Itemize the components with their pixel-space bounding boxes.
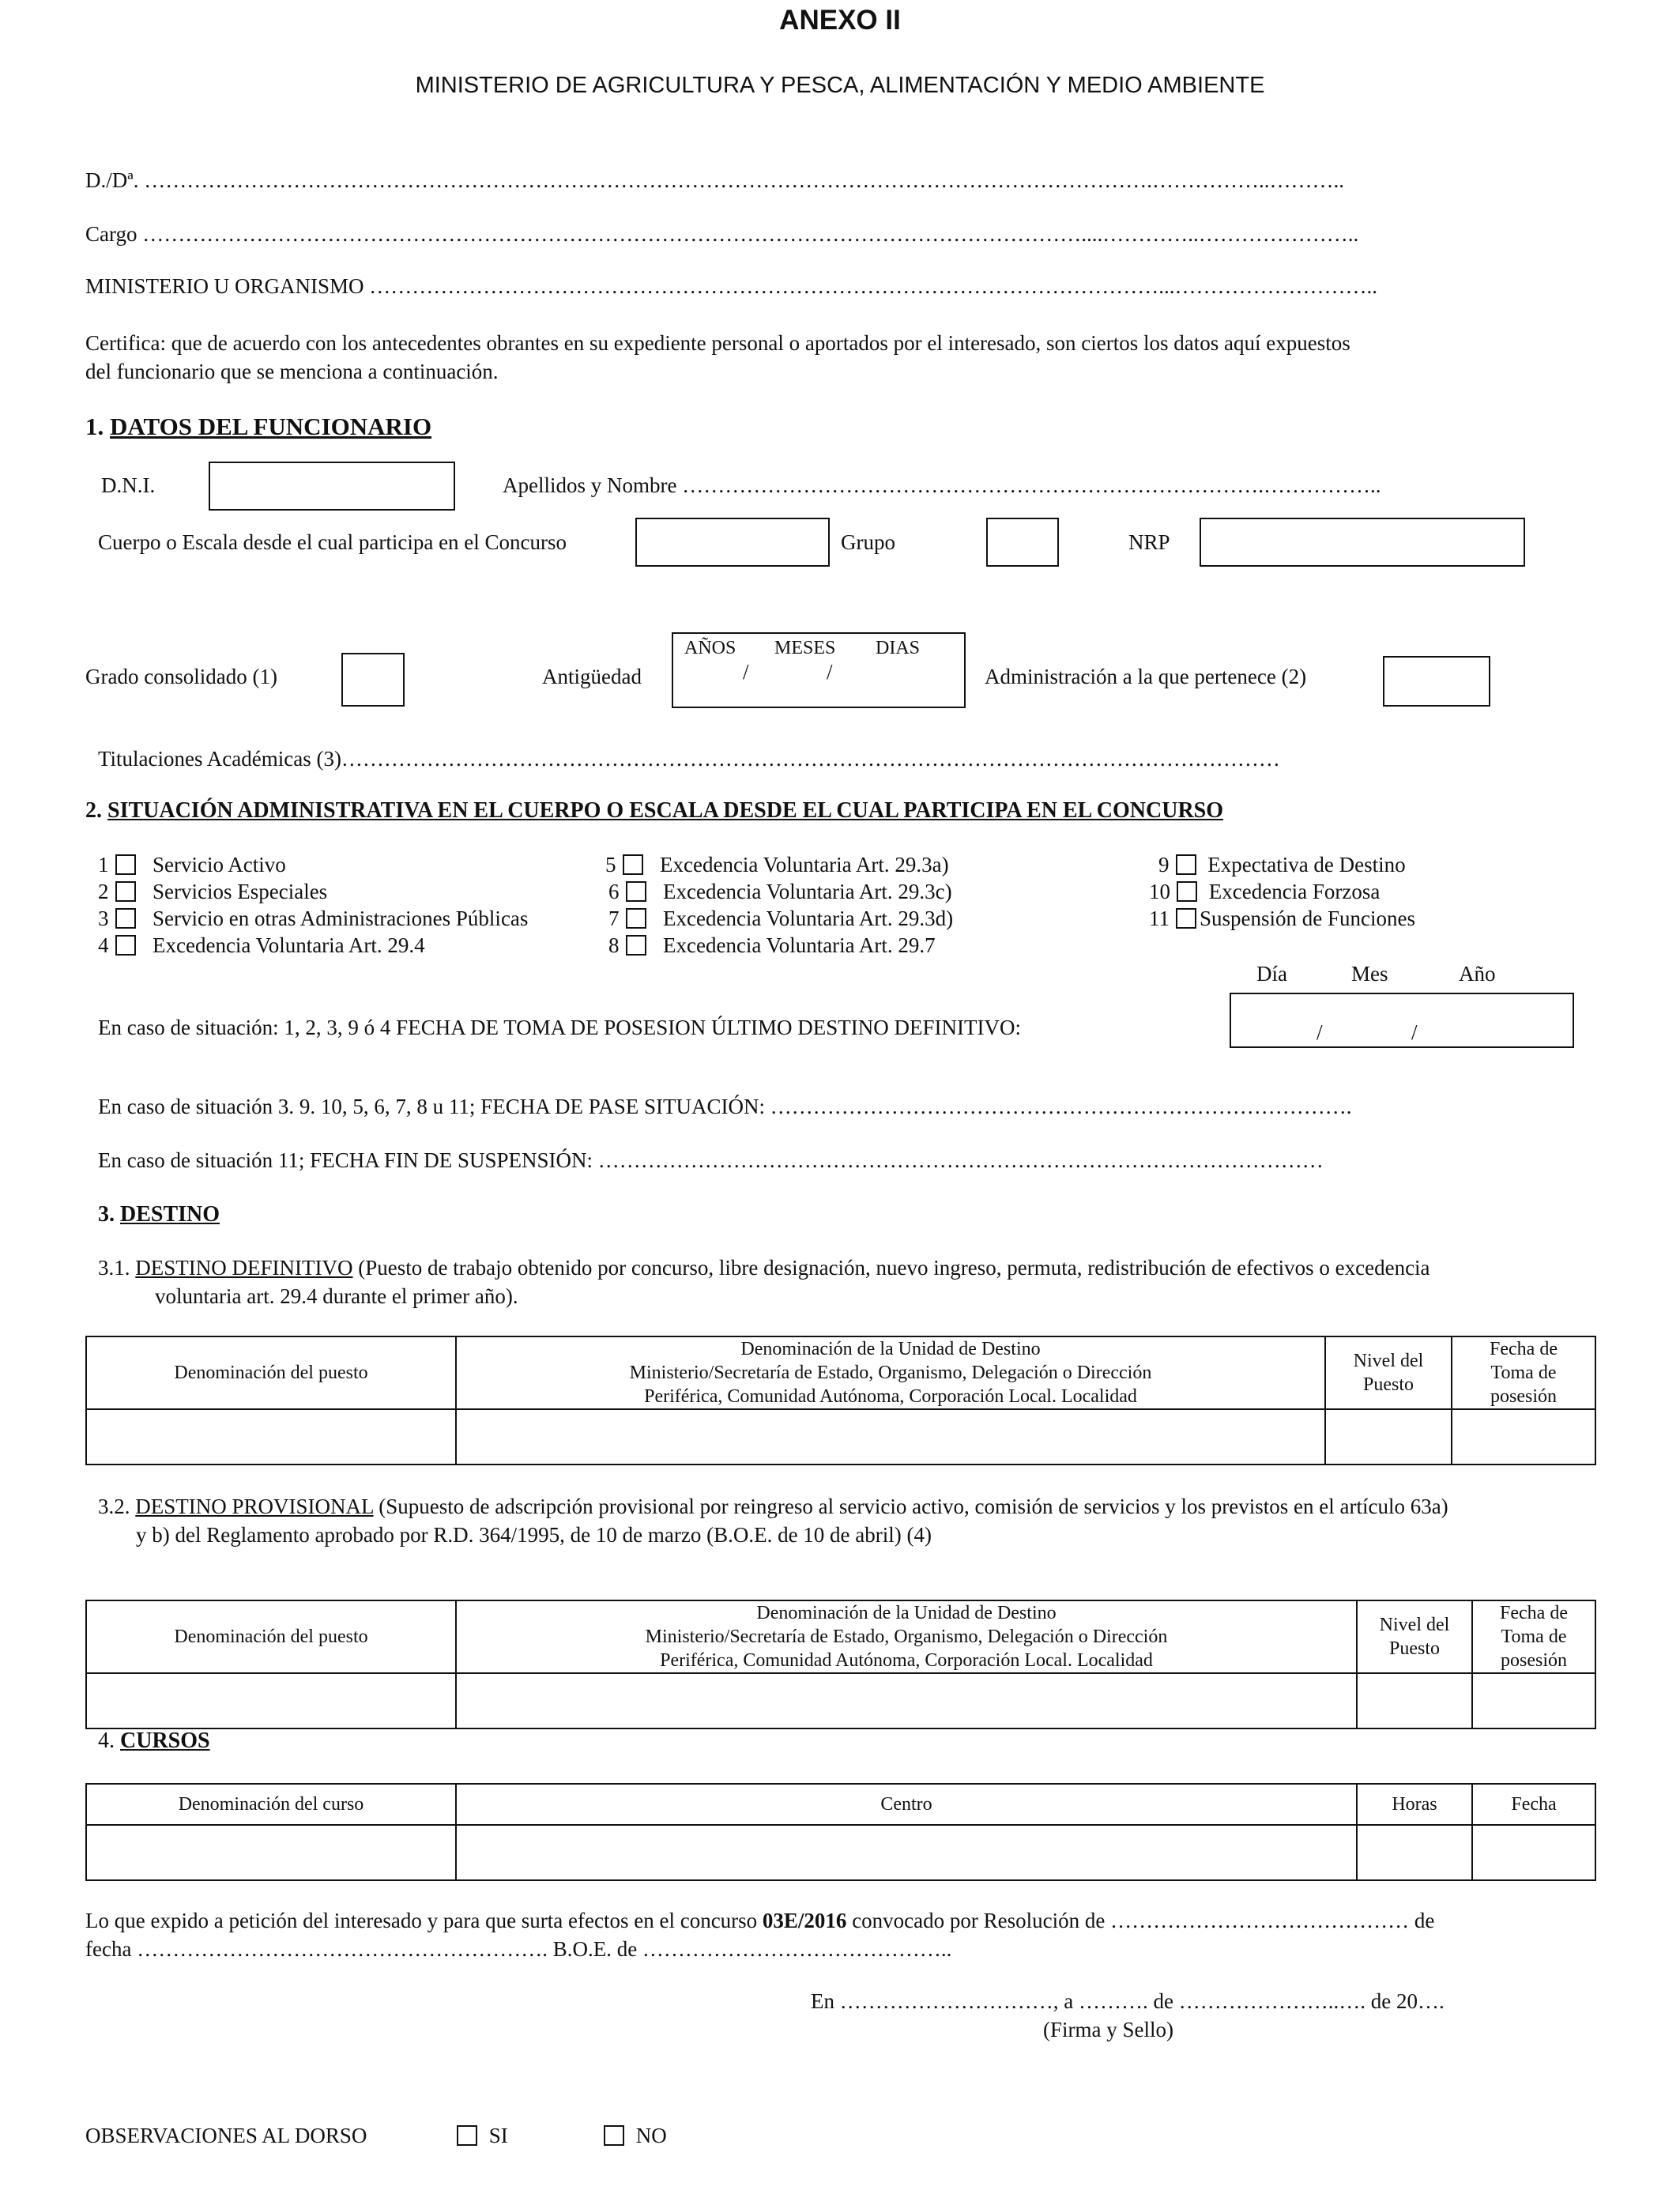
option-number: 10 bbox=[1149, 880, 1170, 903]
section-2-title: SITUACIÓN ADMINISTRATIVA EN EL CUERPO O ESCALA DESDE EL CUAL PARTICIPA EN EL CONCURSO bbox=[107, 798, 1224, 823]
option-label: Suspensión de Funciones bbox=[1200, 907, 1415, 930]
situation-option-6[interactable] bbox=[608, 879, 952, 904]
fecha-toma-label: En caso de situación: 1, 2, 3, 9 ó 4 FECHA DE TOMA DE POSESION ÚLTIMO DESTINO DEFINITIVO: bbox=[98, 1016, 1021, 1039]
option-number: 5 bbox=[605, 853, 616, 876]
situation-option-10[interactable] bbox=[1149, 879, 1380, 904]
header-fecha-line-3: posesión bbox=[1490, 1386, 1557, 1407]
option-number: 7 bbox=[608, 907, 620, 930]
observaciones-si[interactable] bbox=[450, 2123, 508, 2148]
section-1-title: DATOS DEL FUNCIONARIO bbox=[110, 413, 432, 440]
option-label: Excedencia Voluntaria Art. 29.3c) bbox=[663, 880, 952, 903]
section-2-heading bbox=[85, 798, 1223, 824]
header-unidad-line-3: Periférica, Comunidad Autónoma, Corporación Local. Localidad bbox=[660, 1650, 1153, 1671]
si-label: SI bbox=[488, 2124, 508, 2147]
option-label: Servicio Activo bbox=[153, 853, 286, 876]
header-nivel-line-2: Puesto bbox=[1388, 1638, 1440, 1659]
nrp-field[interactable] bbox=[1200, 518, 1525, 567]
header-fecha-line-3: posesión bbox=[1501, 1650, 1567, 1671]
option-number: 3 bbox=[98, 907, 109, 930]
dni-field[interactable] bbox=[209, 462, 455, 511]
fecha-slash-1: / bbox=[1317, 1020, 1323, 1044]
option-number: 2 bbox=[98, 880, 109, 903]
checkbox[interactable] bbox=[623, 854, 643, 875]
option-number: 9 bbox=[1158, 853, 1170, 876]
checkbox[interactable] bbox=[626, 935, 646, 956]
option-label: Excedencia Voluntaria Art. 29.7 bbox=[663, 933, 936, 957]
situation-option-3[interactable] bbox=[98, 906, 528, 931]
header-fecha-line-1: Fecha de bbox=[1490, 1339, 1558, 1359]
option-label: Excedencia Forzosa bbox=[1208, 880, 1381, 903]
mes-label: Mes bbox=[1351, 962, 1388, 986]
option-number: 1 bbox=[98, 853, 109, 876]
table-row bbox=[86, 1409, 1595, 1465]
administracion-label: Administración a la que pertenece (2) bbox=[985, 665, 1307, 688]
header-fecha bbox=[1452, 1336, 1595, 1409]
anos-label: AÑOS bbox=[684, 638, 736, 658]
fecha-slash-2: / bbox=[1411, 1020, 1418, 1044]
option-label: Servicios Especiales bbox=[153, 880, 328, 903]
fecha-boe-line[interactable]: fecha …………………………………………………. B.O.E. de …………………………………….. bbox=[85, 1937, 952, 1961]
fecha-pase-line[interactable]: En caso de situación 3. 9. 10, 5, 6, 7, 8 u 11; FECHA DE PASE SITUACIÓN: ………………………………………………………………………. bbox=[98, 1095, 1352, 1118]
destino-definitivo-text bbox=[98, 1255, 1430, 1280]
grupo-label: Grupo bbox=[841, 530, 895, 554]
grado-field[interactable] bbox=[341, 653, 405, 707]
titulaciones-line[interactable]: Titulaciones Académicas (3)…………………………………………………………………………………………………………………… bbox=[98, 747, 1280, 771]
situation-option-5[interactable] bbox=[605, 852, 949, 877]
certifica-text-2: del funcionario que se menciona a continuación. bbox=[85, 360, 499, 383]
header-nivel bbox=[1357, 1600, 1472, 1673]
cuerpo-label: Cuerpo o Escala desde el cual participa en el Concurso bbox=[98, 530, 567, 554]
antiguedad-label: Antigüedad bbox=[542, 665, 642, 688]
observaciones-no[interactable] bbox=[597, 2123, 667, 2148]
option-label: Servicio en otras Administraciones Públicas bbox=[153, 907, 529, 930]
certifica-text-1: Certifica: que de acuerdo con los antecedentes obrantes en su expediente personal o aportados por el interesado, son ciertos los datos aquí expuestos bbox=[85, 331, 1350, 355]
header-fecha bbox=[1472, 1600, 1595, 1673]
checkbox[interactable] bbox=[457, 2125, 477, 2146]
checkbox[interactable] bbox=[115, 908, 136, 929]
situation-option-1[interactable] bbox=[98, 852, 286, 877]
header-nivel-line-1: Nivel del bbox=[1379, 1615, 1450, 1635]
antiguedad-field[interactable] bbox=[672, 632, 966, 708]
header-unidad-line-3: Periférica, Comunidad Autónoma, Corporación Local. Localidad bbox=[644, 1386, 1137, 1407]
lugar-fecha-line[interactable]: En …………………………, a ………. de …………………..…. de 20…. bbox=[811, 1989, 1445, 2013]
header-unidad bbox=[456, 1600, 1357, 1673]
destino-definitivo-table bbox=[85, 1336, 1596, 1465]
destino-provisional-text bbox=[98, 1494, 1448, 1519]
header-fecha-line-2: Toma de bbox=[1501, 1627, 1567, 1647]
no-label: NO bbox=[635, 2124, 667, 2147]
section-1-number: 1. bbox=[85, 413, 104, 440]
header-horas: Horas bbox=[1357, 1784, 1472, 1825]
header-nivel bbox=[1325, 1336, 1452, 1409]
option-label: Excedencia Voluntaria Art. 29.3a) bbox=[660, 853, 949, 876]
section-3-number: 3. bbox=[98, 1202, 115, 1227]
header-puesto: Denominación del puesto bbox=[86, 1600, 456, 1673]
cell-puesto[interactable] bbox=[86, 1673, 456, 1728]
cell-puesto[interactable] bbox=[86, 1409, 456, 1465]
section-3-title: DESTINO bbox=[120, 1202, 220, 1227]
header-nivel-line-2: Puesto bbox=[1362, 1374, 1414, 1395]
cuerpo-field[interactable] bbox=[635, 518, 830, 567]
observaciones-label: OBSERVACIONES AL DORSO bbox=[85, 2124, 367, 2147]
meses-label: MESES bbox=[774, 638, 836, 658]
cell-horas[interactable] bbox=[1357, 1825, 1472, 1880]
dni-label: D.N.I. bbox=[101, 473, 156, 497]
header-nivel-line-1: Nivel del bbox=[1353, 1351, 1424, 1371]
def-number: 3.1. bbox=[98, 1256, 130, 1280]
option-number: 11 bbox=[1149, 907, 1170, 930]
situation-option-9[interactable] bbox=[1158, 852, 1406, 877]
grado-label: Grado consolidado (1) bbox=[85, 665, 277, 688]
cell-nivel[interactable] bbox=[1325, 1409, 1452, 1465]
situation-option-7[interactable] bbox=[608, 906, 953, 931]
fecha-fin-line[interactable]: En caso de situación 11; FECHA FIN DE SUSPENSIÓN: ………………………………………………………………………………………… bbox=[98, 1148, 1324, 1172]
header-fecha-line-1: Fecha de bbox=[1500, 1603, 1568, 1623]
checkbox[interactable] bbox=[1176, 854, 1196, 875]
option-number: 4 bbox=[98, 933, 109, 957]
situation-option-8[interactable] bbox=[608, 933, 936, 958]
situation-option-4[interactable] bbox=[98, 933, 425, 958]
antiguedad-slash-1: / bbox=[743, 660, 749, 684]
dd-line[interactable]: D./Dª. …………………………………………………………………………………………………………………………….……………..……….. bbox=[85, 168, 1344, 192]
section-4-heading bbox=[98, 1728, 210, 1755]
section-1-heading bbox=[85, 413, 431, 441]
situation-option-11[interactable] bbox=[1149, 906, 1415, 931]
def-text-2: voluntaria art. 29.4 durante el primer año). bbox=[155, 1284, 518, 1308]
destino-provisional-table bbox=[85, 1600, 1596, 1729]
prov-text-1: (Supuesto de adscripción provisional por reingreso al servicio activo, comisión de servicios y los previstos en el artículo 63a) bbox=[379, 1495, 1448, 1518]
header-unidad bbox=[456, 1336, 1325, 1409]
section-4-number: 4. bbox=[98, 1728, 115, 1753]
cursos-table bbox=[85, 1783, 1596, 1881]
def-text-1: (Puesto de trabajo obtenido por concurso, libre designación, nuevo ingreso, permuta, redistribución de efectivos o excedencia bbox=[358, 1256, 1430, 1280]
cell-fecha[interactable] bbox=[1452, 1409, 1595, 1465]
dias-label: DIAS bbox=[876, 638, 921, 658]
header-unidad-line-1: Denominación de la Unidad de Destino bbox=[740, 1339, 1041, 1359]
table-row bbox=[86, 1825, 1595, 1880]
header-puesto: Denominación del puesto bbox=[86, 1336, 456, 1409]
header-curso: Denominación del curso bbox=[86, 1784, 456, 1825]
checkbox[interactable] bbox=[626, 881, 646, 902]
prov-number: 3.2. bbox=[98, 1495, 130, 1518]
header-unidad-line-1: Denominación de la Unidad de Destino bbox=[756, 1603, 1057, 1623]
checkbox[interactable] bbox=[1177, 881, 1197, 902]
option-label: Excedencia Voluntaria Art. 29.4 bbox=[153, 933, 425, 957]
ministerio-line[interactable]: MINISTERIO U ORGANISMO …………………………………………………………………………………………………...……………………….. bbox=[85, 274, 1378, 298]
administracion-field[interactable] bbox=[1383, 656, 1490, 707]
header-centro: Centro bbox=[456, 1784, 1357, 1825]
situation-option-2[interactable] bbox=[98, 879, 327, 904]
prov-title: DESTINO PROVISIONAL bbox=[135, 1495, 374, 1518]
grupo-field[interactable] bbox=[986, 518, 1059, 567]
table-row bbox=[86, 1673, 1595, 1728]
dia-label: Día bbox=[1256, 962, 1287, 986]
nrp-label: NRP bbox=[1128, 530, 1170, 554]
cell-fecha[interactable] bbox=[1472, 1825, 1595, 1880]
ano-label: Año bbox=[1459, 962, 1496, 986]
option-label: Excedencia Voluntaria Art. 29.3d) bbox=[663, 907, 954, 930]
checkbox[interactable] bbox=[115, 935, 136, 956]
expido-text bbox=[85, 1908, 1434, 1933]
header-fecha-line-2: Toma de bbox=[1490, 1363, 1557, 1383]
cell-centro[interactable] bbox=[456, 1825, 1357, 1880]
section-2-number: 2. bbox=[85, 798, 102, 823]
cell-nivel[interactable] bbox=[1357, 1673, 1472, 1728]
checkbox[interactable] bbox=[115, 854, 136, 875]
cell-curso[interactable] bbox=[86, 1825, 456, 1880]
section-3-heading bbox=[98, 1201, 220, 1228]
firma-sello-label: (Firma y Sello) bbox=[1043, 2018, 1173, 2041]
def-title: DESTINO DEFINITIVO bbox=[135, 1256, 353, 1280]
header-unidad-line-2: Ministerio/Secretaría de Estado, Organismo, Delegación o Dirección bbox=[645, 1627, 1168, 1647]
cell-unidad[interactable] bbox=[456, 1409, 1325, 1465]
cargo-line[interactable]: Cargo ……………………………………………………………………………………………………………………....…………..………………….. bbox=[85, 222, 1359, 246]
cell-fecha[interactable] bbox=[1472, 1673, 1595, 1728]
option-label: Expectativa de Destino bbox=[1207, 853, 1406, 876]
header-fecha: Fecha bbox=[1472, 1784, 1595, 1825]
antiguedad-slash-2: / bbox=[827, 660, 833, 684]
apellidos-line[interactable]: Apellidos y Nombre ……………………………………………………………………….…………….. bbox=[503, 473, 1381, 497]
prov-text-2: y b) del Reglamento aprobado por R.D. 364/1995, de 10 de marzo (B.O.E. de 10 de abril) (4) bbox=[136, 1523, 932, 1547]
concurso-code: 03E/2016 bbox=[762, 1909, 847, 1932]
header-unidad-line-2: Ministerio/Secretaría de Estado, Organismo, Delegación o Dirección bbox=[629, 1363, 1152, 1383]
fecha-toma-field[interactable] bbox=[1230, 993, 1574, 1048]
section-4-title: CURSOS bbox=[120, 1728, 210, 1753]
checkbox[interactable] bbox=[626, 908, 646, 929]
option-number: 6 bbox=[608, 880, 620, 903]
option-number: 8 bbox=[608, 933, 620, 957]
ministry-title: MINISTERIO DE AGRICULTURA Y PESCA, ALIMENTACIÓN Y MEDIO AMBIENTE bbox=[415, 73, 1265, 98]
cell-unidad[interactable] bbox=[456, 1673, 1357, 1728]
expido-pre: Lo que expido a petición del interesado y para que surta efectos en el concurso bbox=[85, 1909, 763, 1932]
annex-title: ANEXO II bbox=[779, 5, 901, 36]
checkbox[interactable] bbox=[1176, 908, 1196, 929]
expido-post: convocado por Resolución de …………………………………… de bbox=[846, 1909, 1435, 1932]
checkbox[interactable] bbox=[115, 881, 136, 902]
checkbox[interactable] bbox=[604, 2125, 624, 2146]
